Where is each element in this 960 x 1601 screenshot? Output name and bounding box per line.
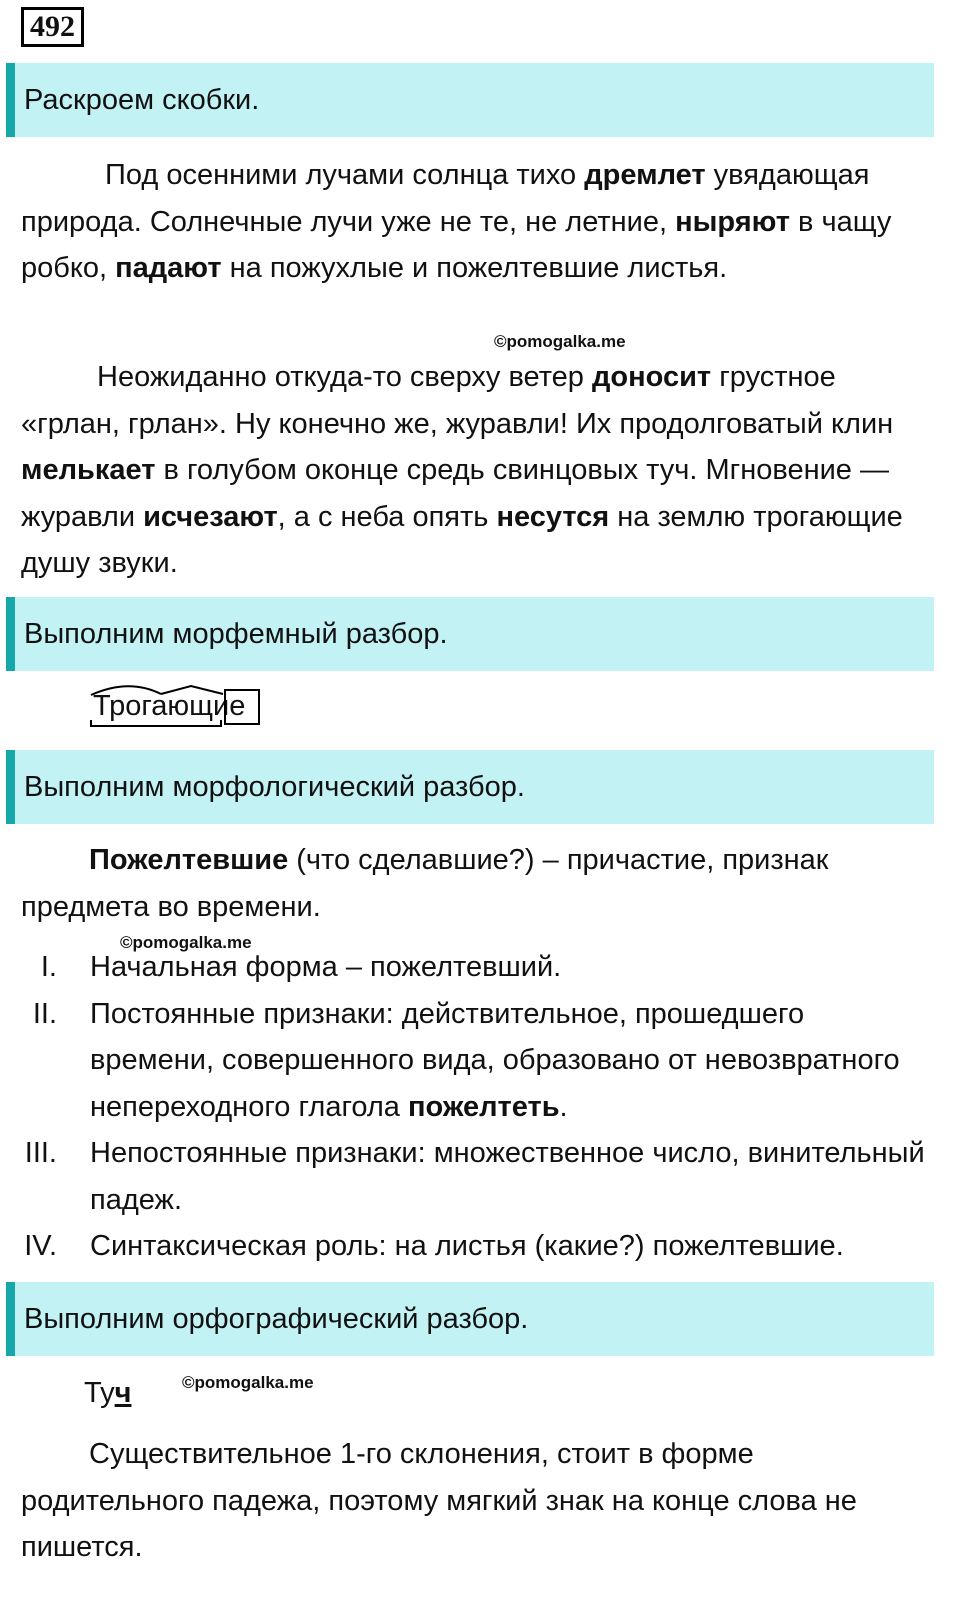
text-paragraph-2: Неожиданно откуда-то сверху ветер доносит грустное «грлан, грлан». Ну конечно же, журавли! Их продолговатый клин мелькает в голубом оконце средь свинцовых туч. Мгновение — журавли исчезают, а с неба опять несутся на землю трогающие душу звуки.	[21, 361, 903, 579]
list-item: I. Начальная форма – пожелтевший.	[40, 951, 562, 983]
ortho-word: Туч	[84, 1377, 132, 1409]
section-header-morphology: Выполним морфологический разбор.	[6, 750, 934, 824]
exercise-number: 492	[21, 7, 84, 47]
ortho-explanation: Существительное 1-го склонения, стоит в форме родительного падежа, поэтому мягкий знак на конце слова не пишется.	[21, 1438, 857, 1563]
list-item: II. Постоянные признаки: действительное, прошедшего времени, совершенного вида, образовано от невозвратного непереходного глагола пожелтеть.	[32, 997, 900, 1123]
ending-box	[225, 690, 259, 724]
section-header-orthography: Выполним орфографический разбор.	[6, 1282, 934, 1356]
morph-intro: Пожелтевшие (что сделавшие?) – причастие, признак предмета во времени.	[21, 844, 829, 923]
stem-bracket	[91, 720, 221, 726]
word-stem: Трогающ	[93, 690, 214, 722]
root-arc	[91, 686, 161, 695]
text-paragraph-1: Под осенними лучами солнца тихо дремлет увядающая природа. Солнечные лучи уже не те, не летние, ныряют в чащу робко, падают на пожухлые и пожелтевшие листья.	[21, 159, 892, 284]
section-header-morpheme: Выполним морфемный разбор.	[6, 597, 934, 671]
suffix-caret	[161, 686, 223, 694]
list-item: IV. Синтаксическая роль: на листья (какие?) пожелтевшие.	[24, 1230, 844, 1262]
watermark: ©pomogalka.me	[494, 332, 626, 351]
list-item: III. Непостоянные признаки: множественное число, винительный падеж.	[24, 1137, 925, 1216]
section-header-open-brackets: Раскроем скобки.	[6, 63, 934, 137]
morpheme-analysis-word	[93, 688, 245, 724]
morpheme-marks	[93, 688, 263, 728]
morph-feature-list	[21, 944, 926, 1270]
watermark: ©pomogalka.me	[182, 1373, 314, 1392]
word-ending: ие	[213, 690, 246, 722]
watermark: ©pomogalka.me	[120, 933, 252, 952]
